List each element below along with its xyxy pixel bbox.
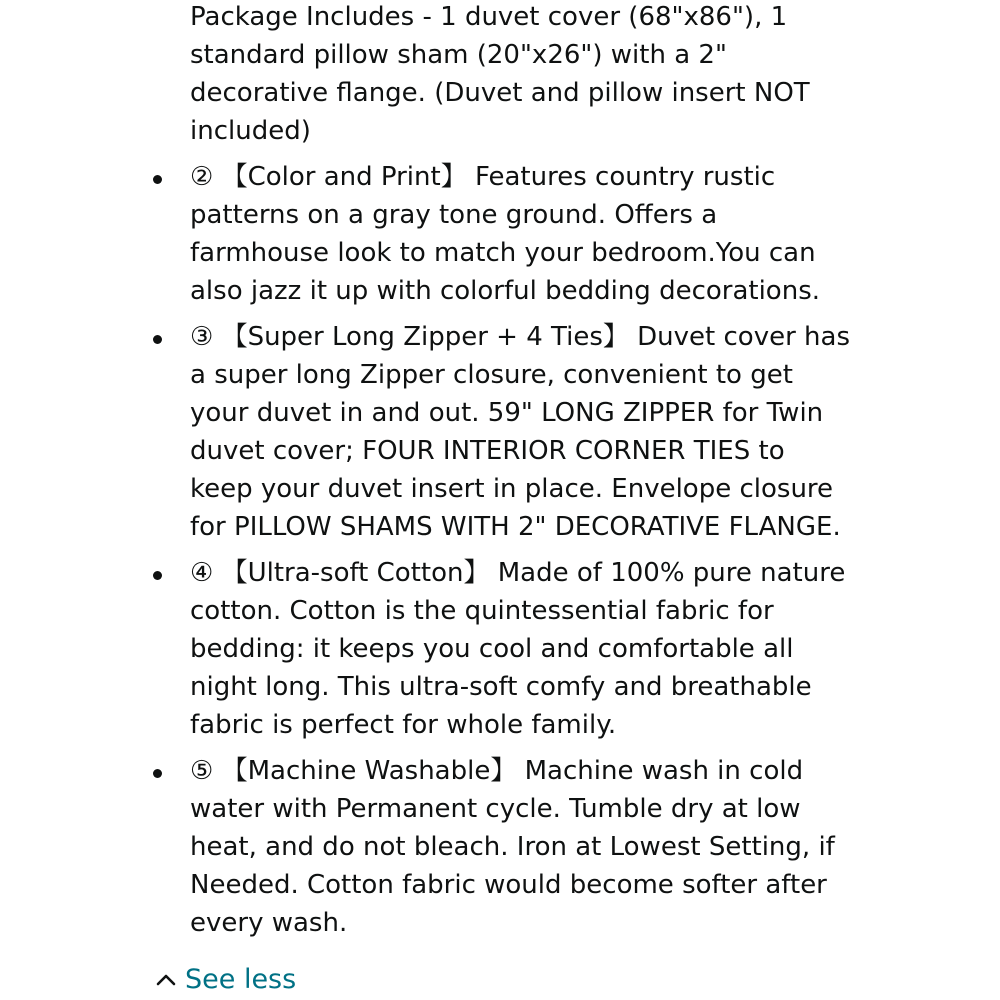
see-less-link[interactable] [155,960,296,1000]
bullet-dot-icon [153,175,162,184]
feature-bullet-text: ④ 【Ultra-soft Cotton】 Made of 100% pure nature cotton. Cotton is the quintessential fabric for bedding: it keeps you cool and comfortable all night long. This ultra-soft comfy and breathable fabric is perfect for whole family. [190,558,846,740]
feature-bullet-package [0,0,1000,150]
feature-bullet-washable [0,752,1000,942]
feature-bullet-zipper-ties [0,318,1000,546]
bullet-dot-icon [153,769,162,778]
feature-bullet-text: ⑤ 【Machine Washable】 Machine wash in cold water with Permanent cycle. Tumble dry at low heat, and do not bleach. Iron at Lowest Setting, if Needed. Cotton fabric would become softer after every wash. [190,756,835,938]
bullet-dot-icon [153,335,162,344]
feature-bullet-color-print [0,158,1000,310]
feature-bullet-cotton [0,554,1000,744]
feature-bullet-text: Package Includes - 1 duvet cover (68"x86"), 1 standard pillow sham (20"x26") with a 2" decorative flange. (Duvet and pillow insert NOT included) [190,2,810,146]
chevron-up-icon [155,969,177,991]
see-less-label[interactable]: See less [185,964,297,995]
bullet-dot-icon [153,571,162,580]
feature-bullet-text: ② 【Color and Print】 Features country rustic patterns on a gray tone ground. Offers a farmhouse look to match your bedroom.You can also jazz it up with colorful bedding decorations. [190,162,821,306]
feature-bullet-text: ③ 【Super Long Zipper + 4 Ties】 Duvet cover has a super long Zipper closure, convenient to get your duvet in and out. 59" LONG ZIPPER for Twin duvet cover; FOUR INTERIOR CORNER TIES to keep your duvet insert in place. Envelope closure for PILLOW SHAMS WITH 2" DECORATIVE FLANGE. [190,322,850,542]
